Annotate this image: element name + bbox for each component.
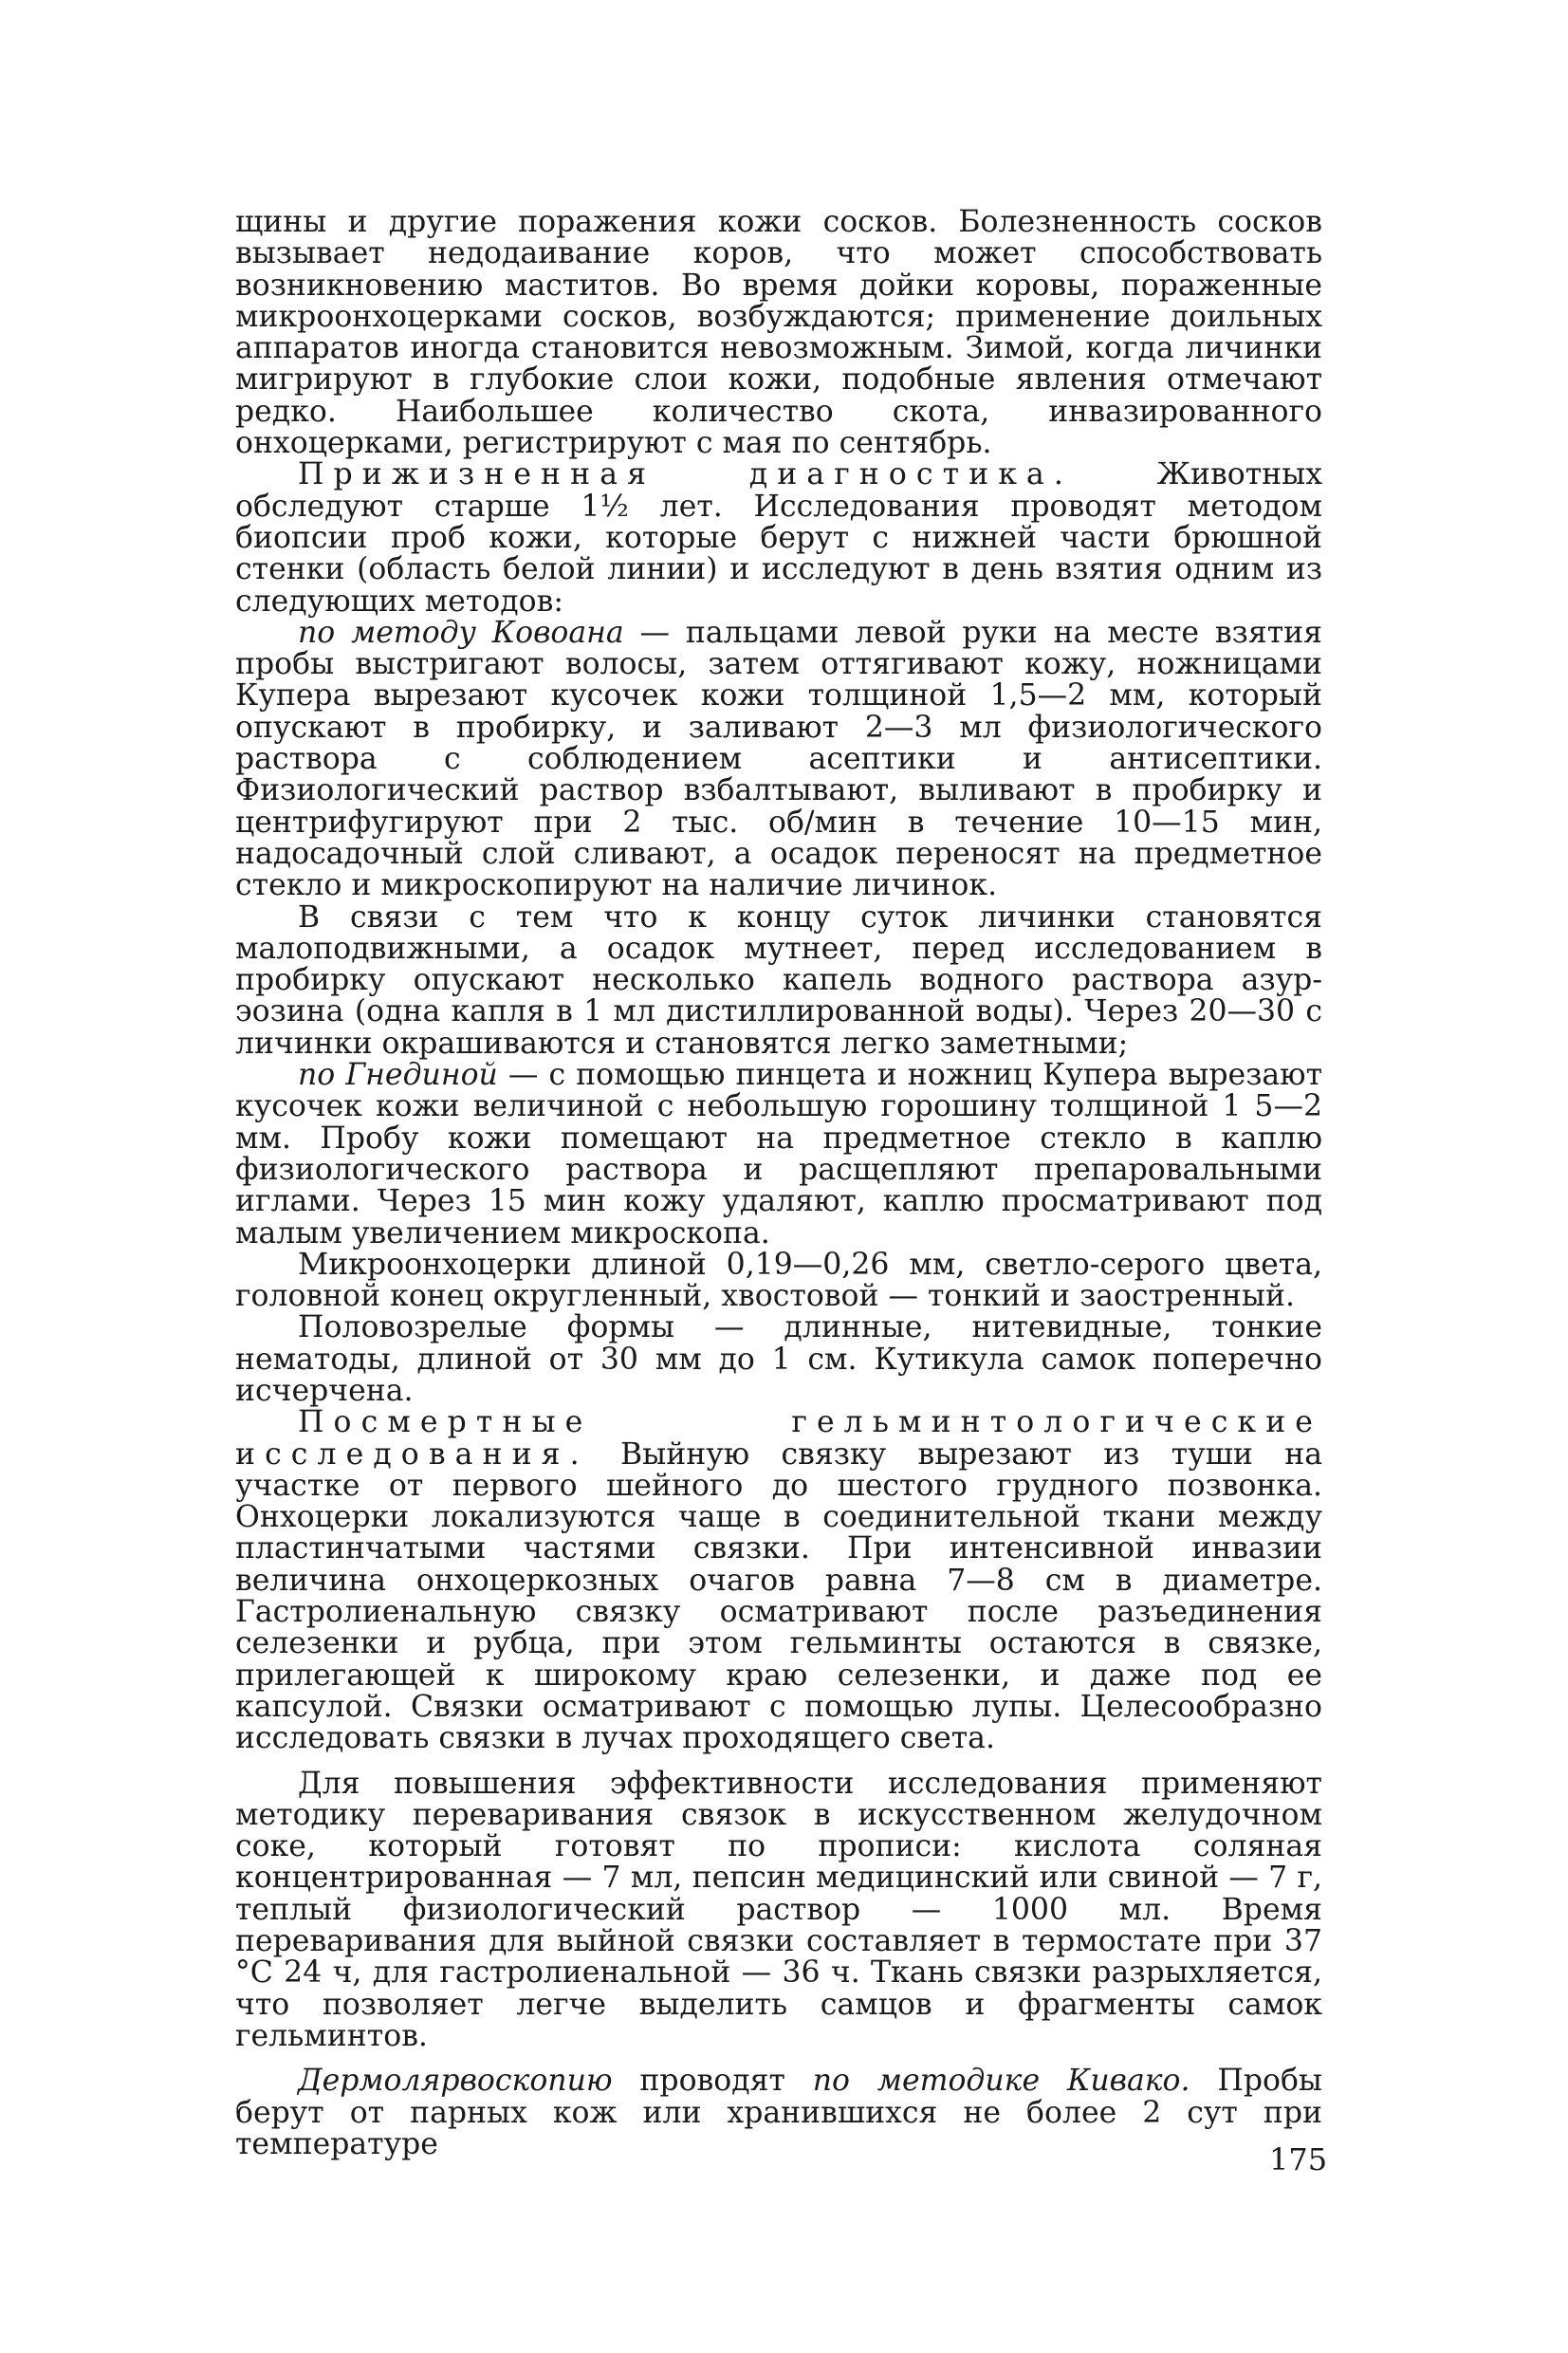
paragraph [235, 1407, 1322, 1754]
text-column [235, 207, 1322, 2160]
paragraph: щины и другие поражения кожи сосков. Болезненность сосков вызывает недодаивание коров, что может способствовать возникновению маститов. Во время дойки коровы, пораженные микроонхоцерками сосков, возбуждаются; применение доильных аппаратов иногда становится невозможным. Зимой, когда личинки мигрируют в глубокие слои кожи, подобные явления отмечают редко. Наибольшее количество скота, инвазированного онхоцерками, регистрируют с мая по сентябрь. [235, 205, 1322, 461]
method-name: по Гнединой [298, 1058, 498, 1093]
paragraph-body: — с помощью пинцета и ножниц Купера вырезают кусочек кожи величиной с небольшую горошину толщиной 1 5—2 мм. Пробу кожи помещают на предметное стекло в каплю физиологического раствора и расщепляют препаровальными иглами. Через 15 мин кожу удаляют, каплю просматривают под малым увеличением микроскопа. [235, 1058, 1322, 1251]
paragraph: Половозрелые формы — длинные, нитевидные, тонкие нематоды, длиной от 30 мм до 1 см. Кутикула самок поперечно исчерчена. [235, 1310, 1322, 1408]
paragraph [235, 459, 1322, 617]
paragraph-body: Животных обследуют старше 1½ лет. Исследования проводят методом биопсии проб кожи, которые берут с нижней части брюшной стенки (область белой линии) и исследуют в день взятия одним из следующих методов: [235, 457, 1322, 619]
paragraph [235, 1060, 1322, 1250]
section-heading: Прижизненная диагностика. [298, 457, 1073, 492]
page-number: 175 [1269, 2141, 1328, 2177]
section-heading: Посмертные гельминтологические исследования. [235, 1405, 1322, 1472]
paragraph-body: проводят [612, 2064, 813, 2099]
paragraph-body: Выйную связку вырезают из туши на участке от первого шейного до шестого грудного позвонка. Онхоцерки локализуются чаще в соединительной ткани между пластинчатыми частями связки. При интенсивной инвазии величина онхоцеркозных очагов равна 7—8 см в диаметре. Гастролиенальную связку осматривают после разъединения селезенки и рубца, при этом гельминты остаются в связке, прилегающей к широкому краю селезенки, и даже под ее капсулой. Связки осматривают с помощью лупы. Целесообразно исследовать связки в лучах проходящего света. [235, 1436, 1322, 1756]
paragraph-body: — пальцами левой руки на месте взятия пробы выстригают волосы, затем оттягивают кожу, ножницами Купера вырезают кусочек кожи толщиной 1,5—2 мм, который опускают в пробирку, и заливают 2—3 мл физиологического раствора с соблюдением асептики и антисептики. Физиологический раствор взбалтывают, выливают в пробирку и центрифугируют при 2 тыс. об/мин в течение 10—15 мин, надосадочный слой сливают, а осадок переносят на предметное стекло и микроскопируют на наличие личинок. [235, 615, 1322, 903]
method-name: Дермолярвоскопию [298, 2064, 613, 2099]
method-name: по методу Ковоана [298, 615, 624, 650]
method-name: по методике Кивако. [812, 2064, 1190, 2099]
paragraph-body: Пробы берут от парных кож или хранившихся не более 2 сут при температуре [235, 2064, 1322, 2161]
paragraph: Для повышения эффективности исследования применяют методику переваривания связок в искусственном желудочном соке, который готовят по прописи: кислота соляная концентрированная — 7 мл, пепсин медицинский или свиной — 7 г, теплый физиологический раствор — 1000 мл. Время переваривания для выйной связки составляет в термостате при 37 °С 24 ч, для гастролиенальной — 36 ч. Ткань связки разрыхляется, что позволяет легче выделить самцов и фрагменты самок гельминтов. [235, 1766, 1322, 2053]
paragraph: Микроонхоцерки длиной 0,19—0,26 мм, светло-серого цвета, головной конец округленный, хвостовой — тонкий и заостренный. [235, 1247, 1322, 1314]
paragraph [235, 615, 1322, 903]
paragraph: В связи с тем что к концу суток личинки становятся малоподвижными, а осадок мутнеет, перед исследованием в пробирку опускают несколько капель водного раствора азур-эозина (одна капля в 1 мл дистиллированной воды). Через 20—30 с личинки окрашиваются и становятся легко заметными; [235, 899, 1322, 1061]
paragraph [235, 2066, 1322, 2160]
